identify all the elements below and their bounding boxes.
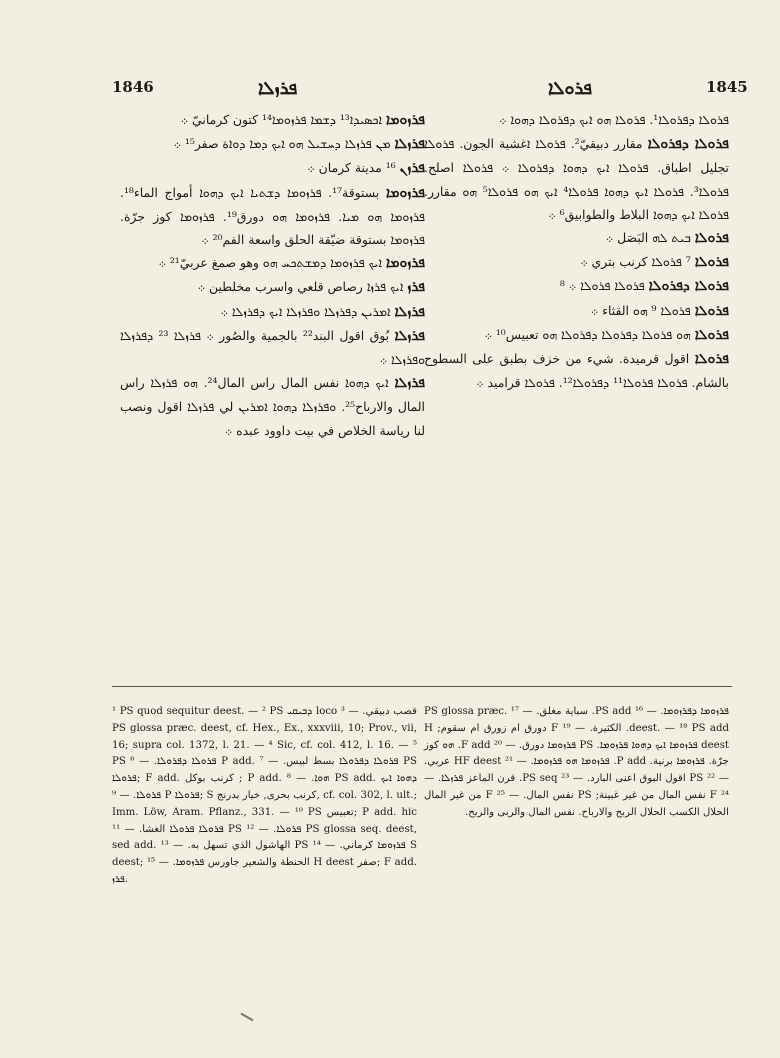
entry-text: ܗܘ ܦܪܘܠܐ ܕܦܪܘܠܐ ܕܦܪܘܠܐ ܗܘ تعبيس¹⁰ ܀ bbox=[484, 326, 691, 342]
entry-text: ¹⁶ مدينة كرمان ܀ bbox=[307, 160, 396, 176]
entry-text: ܦܪܘܠܐ ܕܦܪܘܠܐ¹. ܦܪܘܠܐ ܗܘ ܐܝܟ ܕܦܪܘܠܐ ܕܗܘܐ ܀ bbox=[499, 112, 729, 127]
headword: ܦܪܙܠܐ bbox=[394, 375, 425, 392]
headword: ܦܪܙܠܐ bbox=[394, 327, 426, 344]
headword: ܦܪܙܢ bbox=[399, 160, 425, 177]
left-column bbox=[120, 108, 425, 442]
entry-text: ܐܡܪܝܢ ܕܦܪܙܠܐ ܘܦܪܙܠܐ ܐܝܟ ܕܦܪܙܠܐ ܀ bbox=[220, 303, 391, 319]
entry bbox=[120, 108, 425, 132]
running-head-right: ܦܪܘܠܐ bbox=[548, 78, 593, 99]
right-column bbox=[424, 108, 729, 394]
entry bbox=[424, 347, 729, 394]
entry bbox=[424, 299, 729, 323]
entry-text: ܐܟܣܝܕܐ¹³ ܕܫܡܐ ܦܪܙܘܡܐ¹⁴ كتون كرمانيّ ܀ bbox=[180, 112, 382, 127]
page-number-left: 1846 bbox=[112, 78, 154, 96]
entry bbox=[424, 226, 729, 250]
entry bbox=[120, 251, 425, 275]
entry-text: ܦܪܘܠܐ ⁹ ܗܘ القثاء ܀ bbox=[590, 302, 691, 318]
footnote-divider bbox=[112, 686, 732, 687]
stray-pen-mark bbox=[240, 1013, 253, 1022]
headword: ܦܪܘܠܐ ܕܦܪܘܠܐ bbox=[647, 136, 729, 153]
entry-text: بستوقة¹⁷. ܦܪܙܘܡܐ ܕܫܬܝܐ ܐܝܟ ܕܗܘܐ أمواج الماء¹⁸. ܦܪܙܘܡܐ ܗܘ ܡܝܐ. ܦܪܙܘܡܐ ܗܘ دورق¹⁹. ܦܪܙܘܡܐ كوز جرّة. ܦܪܙܘܡܐ بستوقة ضيّقة الحلق واسعة الفم²⁰ ܀ bbox=[120, 184, 425, 248]
entry-text: بُوق اقول البند²² بالجمية والصُور ܀ ܦܪܙܠܐ ²³ ܕܦܪܙܠܐ ܘܦܪܙܠܐ ܀ bbox=[120, 327, 425, 368]
entry bbox=[120, 324, 425, 371]
footnotes-right bbox=[424, 704, 729, 822]
headword: ܦܪܙܠܐ bbox=[394, 303, 425, 320]
headword: ܦܪܙܘܡܐ bbox=[385, 255, 425, 272]
entry-text: ܡܢ ܦܪܙܠܐ ܕܚܫܝܠ ܗܘ ܐܝܟ ܕܡܐ ܕܘܐة صفر¹⁵ ܀ bbox=[173, 136, 391, 152]
entry bbox=[424, 132, 729, 226]
headword: ܦܪܘܠܐ bbox=[694, 254, 729, 271]
headword: ܦܪܘܠܐ bbox=[694, 230, 729, 247]
entry-text: ܒܝܬ ܠܗ البَصَل ܀ bbox=[605, 230, 691, 246]
entry bbox=[120, 371, 425, 442]
entry-text: ܐܝܟ ܦܪܙܐ رصاص قلعي واسرب مخلطين ܀ bbox=[197, 279, 404, 295]
page-number-right: 1845 bbox=[706, 78, 748, 96]
entry bbox=[424, 108, 729, 132]
entry-text: ܦܪܘܠܐ ܦܪܘܠܐ ܀ ⁸ bbox=[559, 278, 645, 294]
footnotes-left bbox=[112, 704, 417, 889]
entry bbox=[424, 274, 729, 298]
headword: ܦܪܙܘܡܐ bbox=[385, 184, 425, 201]
entry-text: ܐܝܟ ܕܗܘܐ نفس المال راس المال²⁴. ܗܘ ܦܪܙܠܐ راس المال والارباح²⁵. ܘܦܪܙܠܐ ܕܗܘܐ ܐܡܪܝܢ لي ܦܪܙܠܐ اقول ونصب لنا رياسة الخلاص في بيت داوود عبده ܀ bbox=[120, 375, 425, 438]
entry bbox=[120, 300, 425, 324]
entry bbox=[120, 275, 425, 299]
headword: ܦܪܘܠܐ bbox=[694, 326, 729, 343]
headword: ܦܪܙܘܡܐ bbox=[385, 112, 425, 128]
headword: ܦܪܙ bbox=[407, 279, 425, 296]
running-head-left: ܦܪܙܠܐ bbox=[258, 78, 298, 99]
headword: ܦܪܘܠܐ bbox=[694, 302, 729, 319]
entry bbox=[120, 156, 425, 180]
footnote-block: ܦܪܙܘܡܐ ܕܦܪܙܘܡܐ. — ¹⁶ PS add. سباية مغلق. — ¹⁷ PS glossa præc. deest. — ¹⁸ PS add. الكثيرة. — ¹⁹ F دورق ام زورق ام سقوم; H deest ܦܪܙܘܡܐ ܐܝܟ ܕܗܘܐ ܦܪܙܘܡܐ. PS ܦܪܙܘܡܐ دورق. — ²⁰ F add. ܗܘ كوز جرّة. ܦܪܙܘܡܐ برنية. P add. ܦܪܙܘܡܐ ܗܘ ܦܪܙܘܡܐ. — ²¹ HF deest عربي. — ²² PS اقول البوق اعنى البارد. — ²³ PS seq. قرن الماعز ܦܪܙܠܐ. — ²⁴ F نفس المال من غير غبينة; PS نفس المال. — ²⁵ F من غير المال الحلال الكسب الحلال الربح والارباح. نفس المال والربى والربح. bbox=[424, 706, 730, 818]
entry-text: ⁷ ܦܪܘܠܐ كرنب بتري ܀ bbox=[580, 254, 691, 270]
entry-text: مقارر دبيقيّ². ܦܪܘܠܐ ܐغشية الجون. ܦܪܘܠܐ تجليل اطباق. ܦܪܘܠܐ ܐܝܟ ܕܗܘܐ ܕܦܪܘܠܐ ܀ ܦܪܘܠܐ اصلح. ܦܪܘܠܐ³. ܦܪܘܠܐ ܐܝܟ ܕܗܘܐ ܦܪܘܠܐ⁴ ܐܝܟ ܗܘ ܦܪܘܠܐ⁵ ܗܘ مقارر. ܦܪܘܠܐ ܐܝܟ ܕܗܘܐ البلاط والطوابيق⁶ ܀ bbox=[424, 136, 730, 222]
headword: ܦܪܘܠܐ bbox=[694, 351, 729, 368]
headword: ܦܪܙܠܐ bbox=[394, 136, 425, 153]
entry bbox=[424, 250, 729, 274]
entry-text: اقول قرميدة. شيء من خزف بطبق على السطوح بالشام. ܦܪܘܠܐ ܦܪܘܠܐ¹¹ ܕܦܪܘܠܐ¹². ܦܪܘܠܐ قراميد ܀ bbox=[424, 351, 729, 391]
entry bbox=[424, 323, 729, 347]
entry bbox=[120, 181, 425, 252]
footnote-block: ¹ PS quod sequitur deest. — ² PS ܕܒܝܩܝ loco قصب دبيقي. — ³ PS glossa præc. deest, cf. Hex., Ex., xxxviii, 10; Prov., vii, 16; supra col. 1372, l. 21. — ⁴ Sic, cf. col. 412, l. 16. — ⁵ PS ܦܪܘܠܐ ܕܦܪܘܠܐ. — ⁶ P add. ܦܪܘܠܐ ܕܦܪܘܠܐ بسط لبيس. — ⁷ PS ܦܪܘܠܐ; F add. كرنب بوكل ; P add. ܗܘܐ. — ⁸ PS add. ܕܗܘܐ ܐܝܟ ܦܪܘܠܐ. — ⁹ P ܦܪܘܠܐ; S كرنب بحرى, خيار بدرنج, cf. col. 302, l. ult.; Imm. Löw, Aram. Pflanz., 331. — ¹⁰ PS تعبيس; P add. hic ܦܪܘܠܐ ܦܪܘܠܐ الغشا. — ¹¹ PS ܦܪܘܠܐ. — ¹² PS glossa seq. deest, sed add. الهاشول الذي تسهل به. — ¹³ PS ܦܪܙܘܡܐ كرماني. — ¹⁴ S deest; الحنطة والشعير جاورس ܦܪܙܘܡܐ. — ¹⁵ H deest صفر; F add. ܦܪܙ. bbox=[112, 706, 418, 885]
headword: ܦܪܘܠܐ ܕܦܪܘܠܐ bbox=[648, 278, 729, 295]
entry-text: ܐܝܟ ܦܪܙܘܡܐ ܕܡܫܬܟܚ ܗܘ وهو صمغ عربيّ²¹ ܀ bbox=[158, 255, 382, 271]
entry bbox=[120, 132, 425, 156]
